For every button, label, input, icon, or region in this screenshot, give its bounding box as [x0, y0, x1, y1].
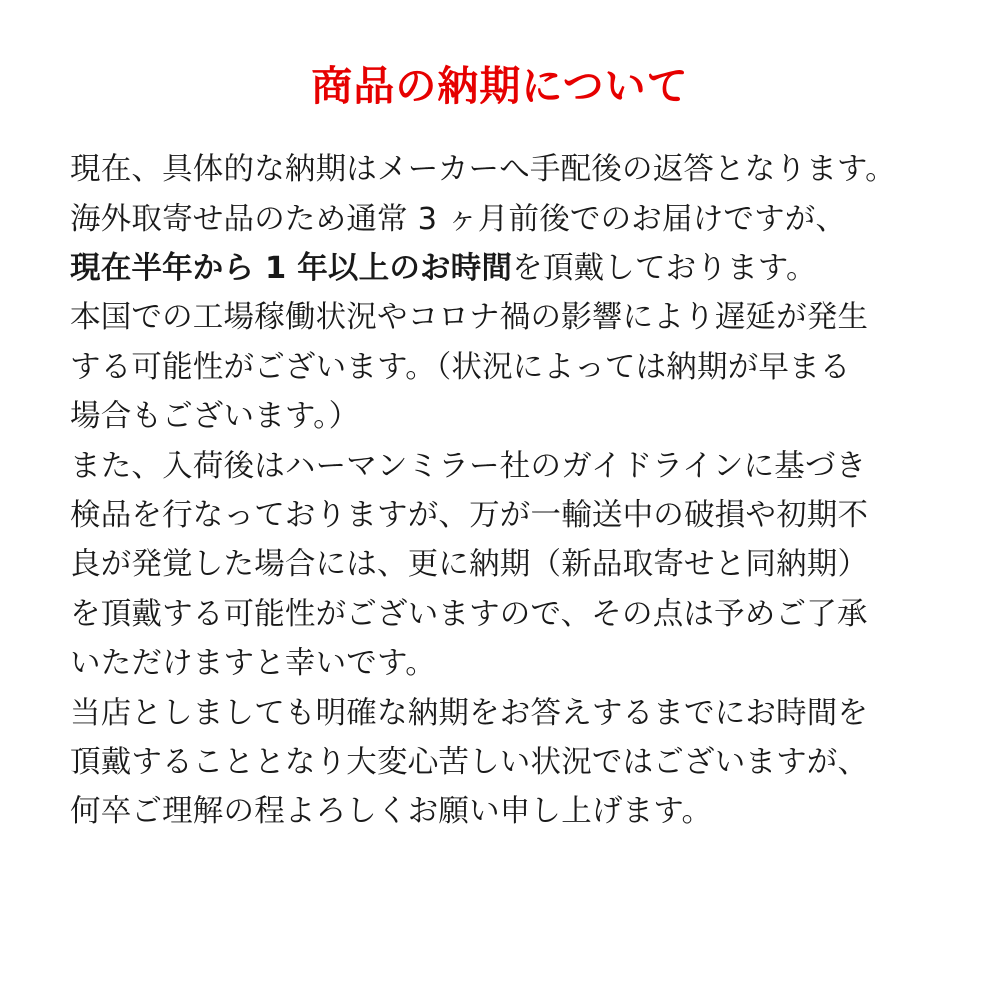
text-line: 海外取寄せ品のため通常 3 ヶ月前後でのお届けですが、 — [70, 201, 847, 237]
text-line: 頂戴することとなり大変心苦しい状況ではございますが、 — [70, 745, 869, 781]
text-line: 当店としましても明確な納期をお答えするまでにお時間を — [70, 695, 869, 731]
text-line: 良が発覚した場合には、更に納期（新品取寄せと同納期） — [70, 547, 869, 583]
page-title: 商品の納期について — [311, 62, 689, 110]
text-line: する可能性がございます。（状況によっては納期が早まる — [70, 349, 851, 385]
paragraph-closing — [70, 689, 930, 837]
text-line: 現在、具体的な納期はメーカーへ手配後の返答となります。 — [70, 152, 896, 188]
paragraph-inspection — [70, 442, 930, 689]
emphasis-suffix-text: を頂戴しております。 — [512, 251, 817, 286]
text-line: また、入荷後はハーマンミラー社のガイドラインに基づき — [70, 448, 867, 484]
text-line: を頂戴する可能性がございますので、その点は予めご了承 — [70, 596, 868, 632]
text-line: 検品を行なっておりますが、万が一輸送中の破損や初期不 — [70, 498, 869, 534]
text-line: 本国での工場稼働状況やコロナ禍の影響により遅延が発生 — [70, 300, 869, 336]
paragraph-delay — [70, 293, 930, 441]
emphasized-text: 現在半年から 1 年以上のお時間 — [70, 251, 513, 286]
text-line-emphasis — [70, 244, 930, 293]
notice-body — [70, 145, 930, 837]
text-line: 何卒ご理解の程よろしくお願い申し上げます。 — [70, 794, 713, 830]
paragraph-emphasis — [70, 244, 930, 293]
text-line: いただけますと幸いです。 — [70, 646, 436, 682]
text-line: 場合もございます。） — [70, 399, 360, 435]
paragraph-lead — [70, 145, 930, 244]
